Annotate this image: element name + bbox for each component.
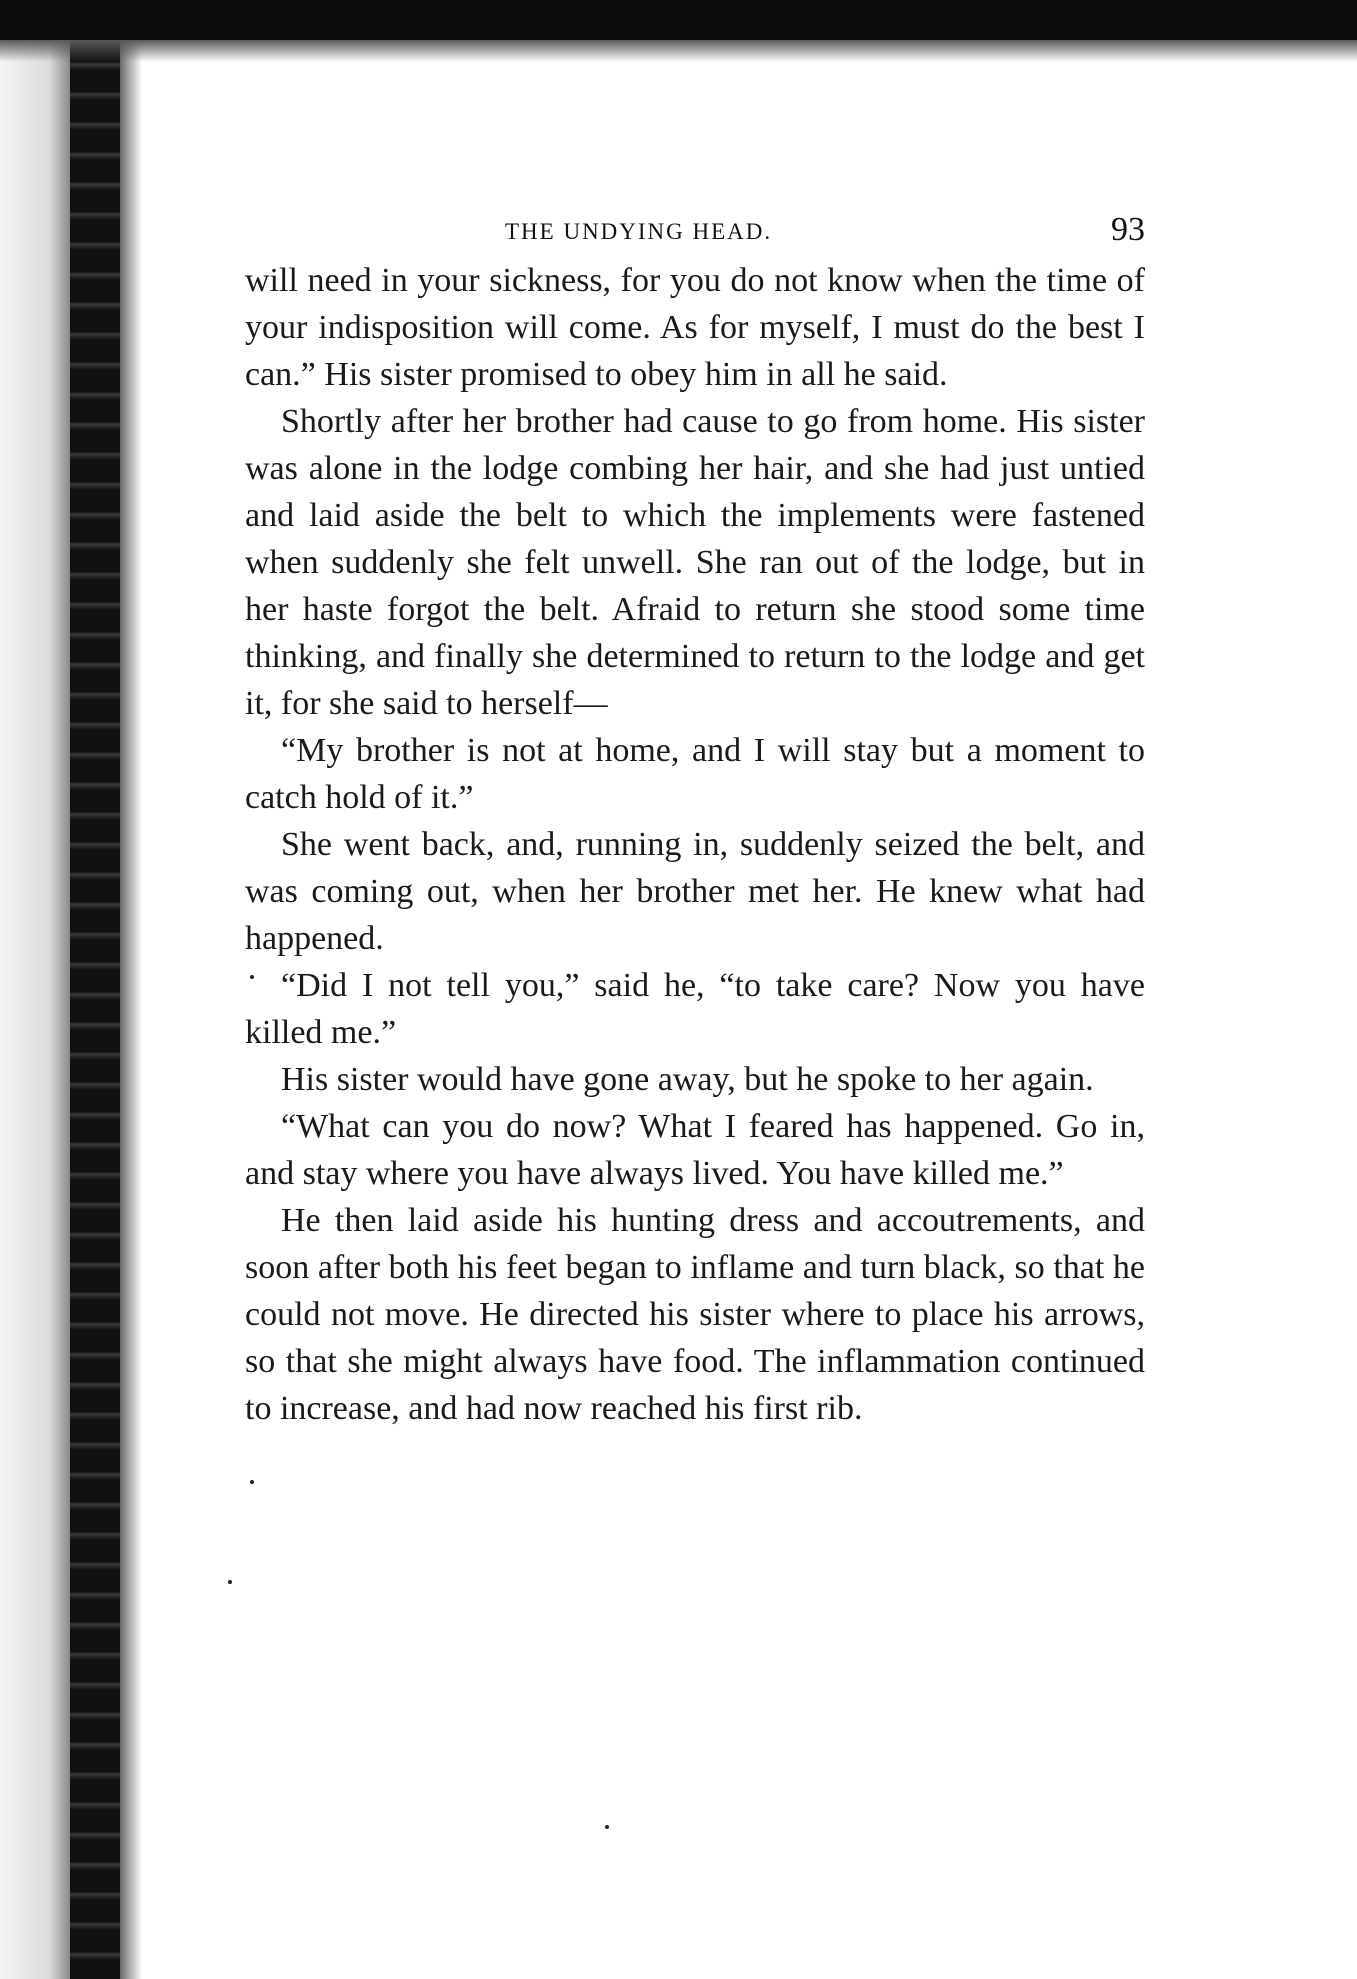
print-speck	[228, 1580, 232, 1584]
page-left-margin	[0, 40, 70, 1979]
paragraph: He then laid aside his hunting dress and accoutrements, and soon after both his feet began to inflame and turn black, so that he could not move. He directed his sister where to place his arrows, so that she might always have food. The inflammation continued to increase, and had now reached his first rib.	[245, 1202, 1145, 1427]
top-scan-border	[0, 0, 1357, 40]
page-number: 93	[1111, 211, 1145, 248]
paragraph: “Did I not tell you,” said he, “to take care? Now you have killed me.”	[245, 967, 1145, 1051]
book-page	[245, 205, 1145, 1432]
paragraph: “What can you do now? What I feared has happened. Go in, and stay where you have always lived. You have killed me.”	[245, 1108, 1145, 1192]
book-spine-shadow	[70, 40, 120, 1979]
spine-edge-shadow	[120, 40, 142, 1979]
body-text	[245, 257, 1145, 1432]
paragraph: “My brother is not at home, and I will stay but a moment to catch hold of it.”	[245, 732, 1145, 816]
paragraph: She went back, and, running in, suddenly seized the belt, and was coming out, when her brother met her. He knew what had happened.	[245, 826, 1145, 957]
running-title: THE UNDYING HEAD.	[505, 219, 773, 244]
top-scan-shadow	[0, 40, 1357, 62]
print-speck	[605, 1825, 609, 1829]
print-speck	[250, 1480, 254, 1484]
paragraph: His sister would have gone away, but he spoke to her again.	[281, 1061, 1094, 1098]
paragraph: Shortly after her brother had cause to go from home. His sister was alone in the lodge combing her hair, and she had just untied and laid aside the belt to which the implements were fastened when suddenly she felt unwell. She ran out of the lodge, but in her haste forgot the belt. Afraid to return she stood some time thinking, and finally she determined to return to the lodge and get it, for she said to herself—	[245, 403, 1145, 722]
paragraph: will need in your sickness, for you do not know when the time of your indisposition will come. As for myself, I must do the best I can.” His sister promised to obey him in all he said.	[245, 262, 1145, 393]
running-head	[245, 205, 1145, 255]
